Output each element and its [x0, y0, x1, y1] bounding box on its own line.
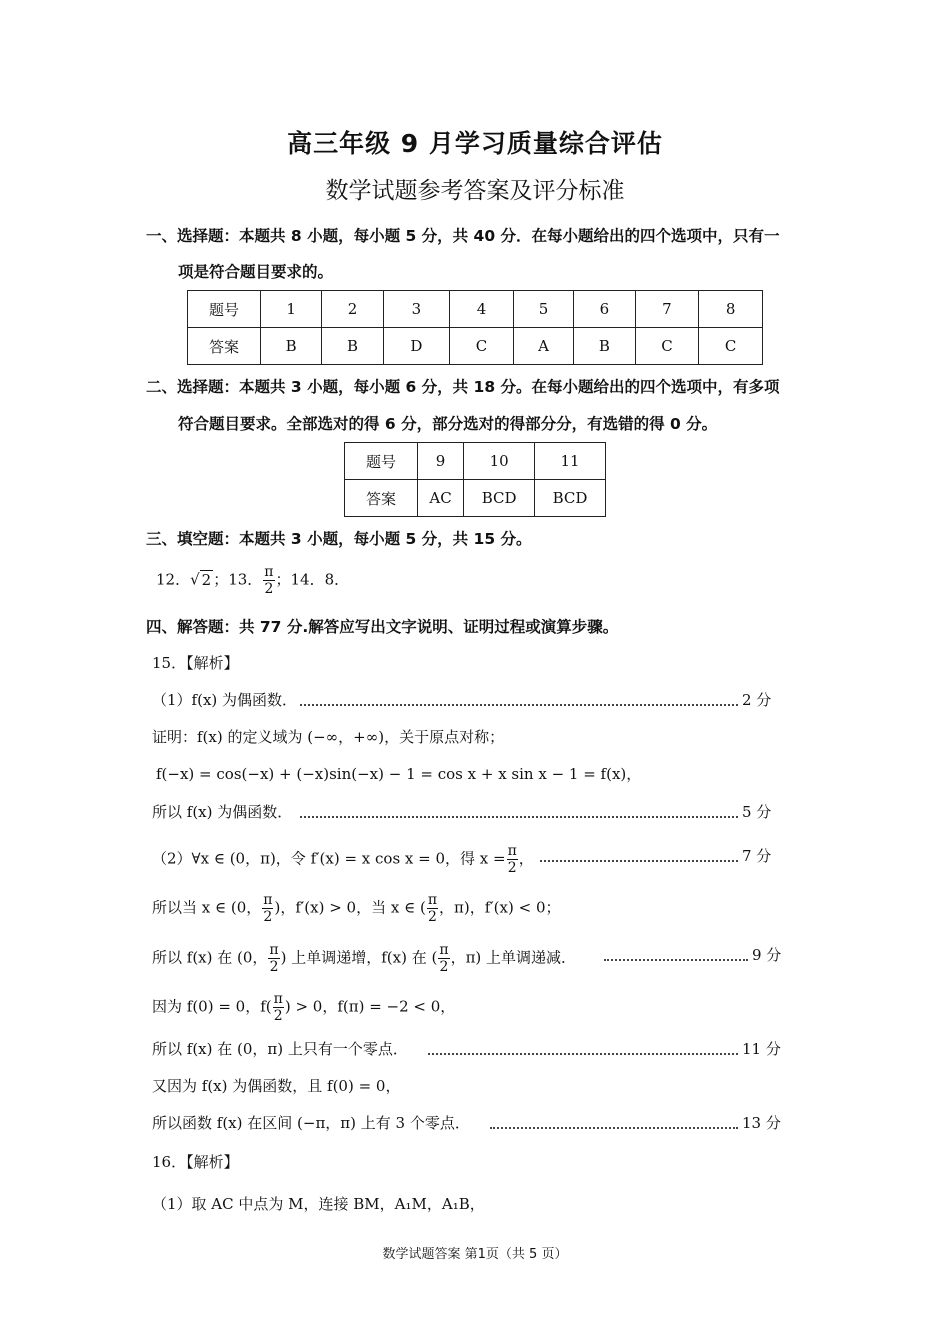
- score-leader: [540, 860, 738, 862]
- part2-answer-table: [344, 442, 606, 517]
- question-number: 1: [261, 291, 322, 328]
- part2-instruction-line1: 二、选择题：本题共 3 小题，每小题 6 分，共 18 分。在每小题给出的四个选项中，有多项: [146, 378, 780, 396]
- q15-line9: 所以 f(x) 在 (0，π) 上只有一个零点．: [152, 1040, 408, 1058]
- q15-line6: 所以当 x ∈ (0， $\frac{\pi}{2}$ )，f′(x) > 0，当 x ∈ ( $\frac{\pi}{2}$ ，π)，f′(x) < 0；: [152, 892, 561, 925]
- answer-cell: B: [261, 328, 322, 365]
- q15-heading: 15．【解析】: [152, 654, 239, 672]
- question-number: 11: [535, 443, 606, 480]
- answer-cell: D: [383, 328, 449, 365]
- fraction-pi-over-2: $\frac{\pi}{2}$: [507, 843, 517, 876]
- page-subtitle: 数学试题参考答案及评分标准: [325, 178, 625, 204]
- question-number: 8: [699, 291, 763, 328]
- answer-12-label: 12．: [156, 570, 191, 589]
- fraction-pi-over-2: $\frac{\pi}{2}$: [427, 892, 438, 925]
- part2-instruction-line2: 符合题目要求。全部选对的得 6 分，部分选对的得部分分，有选错的得 0 分。: [178, 415, 718, 433]
- part4-instruction: 四、解答题：共 77 分.解答应写出文字说明、证明过程或演算步骤。: [146, 618, 619, 636]
- q15-score-6: 13 分: [742, 1114, 781, 1132]
- fraction-pi-over-2: $\frac{\pi}{2}$: [439, 942, 449, 975]
- question-number: 4: [450, 291, 514, 328]
- q15-line4: 所以 f(x) 为偶函数．: [152, 803, 293, 821]
- answer-cell: C: [635, 328, 699, 365]
- answer-cell: B: [574, 328, 635, 365]
- q16-line1: （1）取 AC 中点为 M，连接 BM，A₁M，A₁B，: [152, 1195, 485, 1213]
- table-row: [188, 291, 763, 328]
- question-number: 3: [383, 291, 449, 328]
- part3-instruction: 三、填空题：本题共 3 小题，每小题 5 分，共 15 分。: [146, 530, 532, 548]
- score-leader: [490, 1127, 738, 1129]
- answer-cell: AC: [418, 480, 464, 517]
- q15-line8: 因为 f(0) = 0，f( $\frac{\pi}{2}$ ) > 0，f(π) = −2 < 0，: [152, 991, 456, 1024]
- question-number: 7: [635, 291, 699, 328]
- row-label-question: 题号: [345, 443, 418, 480]
- page-title: 高三年级 9 月学习质量综合评估: [287, 129, 663, 158]
- answer-cell: BCD: [464, 480, 535, 517]
- answer-cell: A: [513, 328, 573, 365]
- part1-instruction-line2: 项是符合题目要求的。: [178, 263, 334, 281]
- score-leader: [300, 816, 738, 818]
- question-number: 10: [464, 443, 535, 480]
- fraction-pi-over-2: $\frac{\pi}{2}$: [263, 892, 273, 925]
- q15-line10: 又因为 f(x) 为偶函数，且 f(0) = 0，: [152, 1077, 401, 1095]
- question-number: 6: [574, 291, 635, 328]
- q16-heading: 16．【解析】: [152, 1153, 239, 1171]
- part1-answer-table: [187, 290, 763, 365]
- question-number: 2: [322, 291, 383, 328]
- answer-cell: BCD: [535, 480, 606, 517]
- table-row: [345, 480, 606, 517]
- q15-line2: 证明：f(x) 的定义域为 (−∞，+∞)，关于原点对称；: [152, 728, 505, 746]
- answer-cell: C: [699, 328, 763, 365]
- row-label-answer: 答案: [345, 480, 418, 517]
- answer-cell: B: [322, 328, 383, 365]
- table-row: [188, 328, 763, 365]
- row-label-question: 题号: [188, 291, 261, 328]
- row-label-answer: 答案: [188, 328, 261, 365]
- score-leader: [428, 1053, 738, 1055]
- score-leader: [300, 704, 738, 706]
- q15-line3: f(−x) = cos(−x) + (−x)sin(−x) − 1 = cos x + x sin x − 1 = f(x)，: [156, 765, 642, 783]
- table-row: [345, 443, 606, 480]
- question-number: 9: [418, 443, 464, 480]
- answer-12-value: 2: [201, 570, 212, 589]
- q15-score-3: 7 分: [742, 847, 772, 865]
- q15-line5: （2）∀x ∈ (0，π)，令 f′(x) = x cos x = 0，得 x = $\frac{\pi}{2}$ ，: [152, 843, 534, 876]
- q15-score-5: 11 分: [742, 1040, 781, 1058]
- q15-score-1: 2 分: [742, 691, 772, 709]
- page-footer: 数学试题答案 第1页（共 5 页）: [382, 1247, 568, 1262]
- fraction-pi-over-2: $\frac{\pi}{2}$: [264, 564, 274, 597]
- answer-cell: C: [450, 328, 514, 365]
- q15-line11: 所以函数 f(x) 在区间 (−π，π) 上有 3 个零点．: [152, 1114, 470, 1132]
- q15-score-2: 5 分: [742, 803, 772, 821]
- q15-score-4: 9 分: [752, 946, 782, 964]
- part1-instruction-line1: 一、选择题：本题共 8 小题，每小题 5 分，共 40 分．在每小题给出的四个选项中，只有一: [146, 227, 780, 245]
- part3-answers: 12．√ 2 ；13． $\frac{\pi}{2}$ ；14．8．: [156, 564, 350, 597]
- answer-13-label: ；13．: [213, 570, 263, 589]
- q15-line1: （1）f(x) 为偶函数．: [152, 691, 298, 709]
- question-number: 5: [513, 291, 573, 328]
- q15-line7: 所以 f(x) 在 (0， $\frac{\pi}{2}$ ) 上单调递增，f(x) 在 ( $\frac{\pi}{2}$ ，π) 上单调递减．: [152, 942, 577, 975]
- fraction-pi-over-2: $\frac{\pi}{2}$: [269, 942, 279, 975]
- answer-14: ；14．8．: [275, 570, 350, 589]
- fraction-pi-over-2: $\frac{\pi}{2}$: [273, 991, 283, 1024]
- score-leader: [604, 959, 748, 961]
